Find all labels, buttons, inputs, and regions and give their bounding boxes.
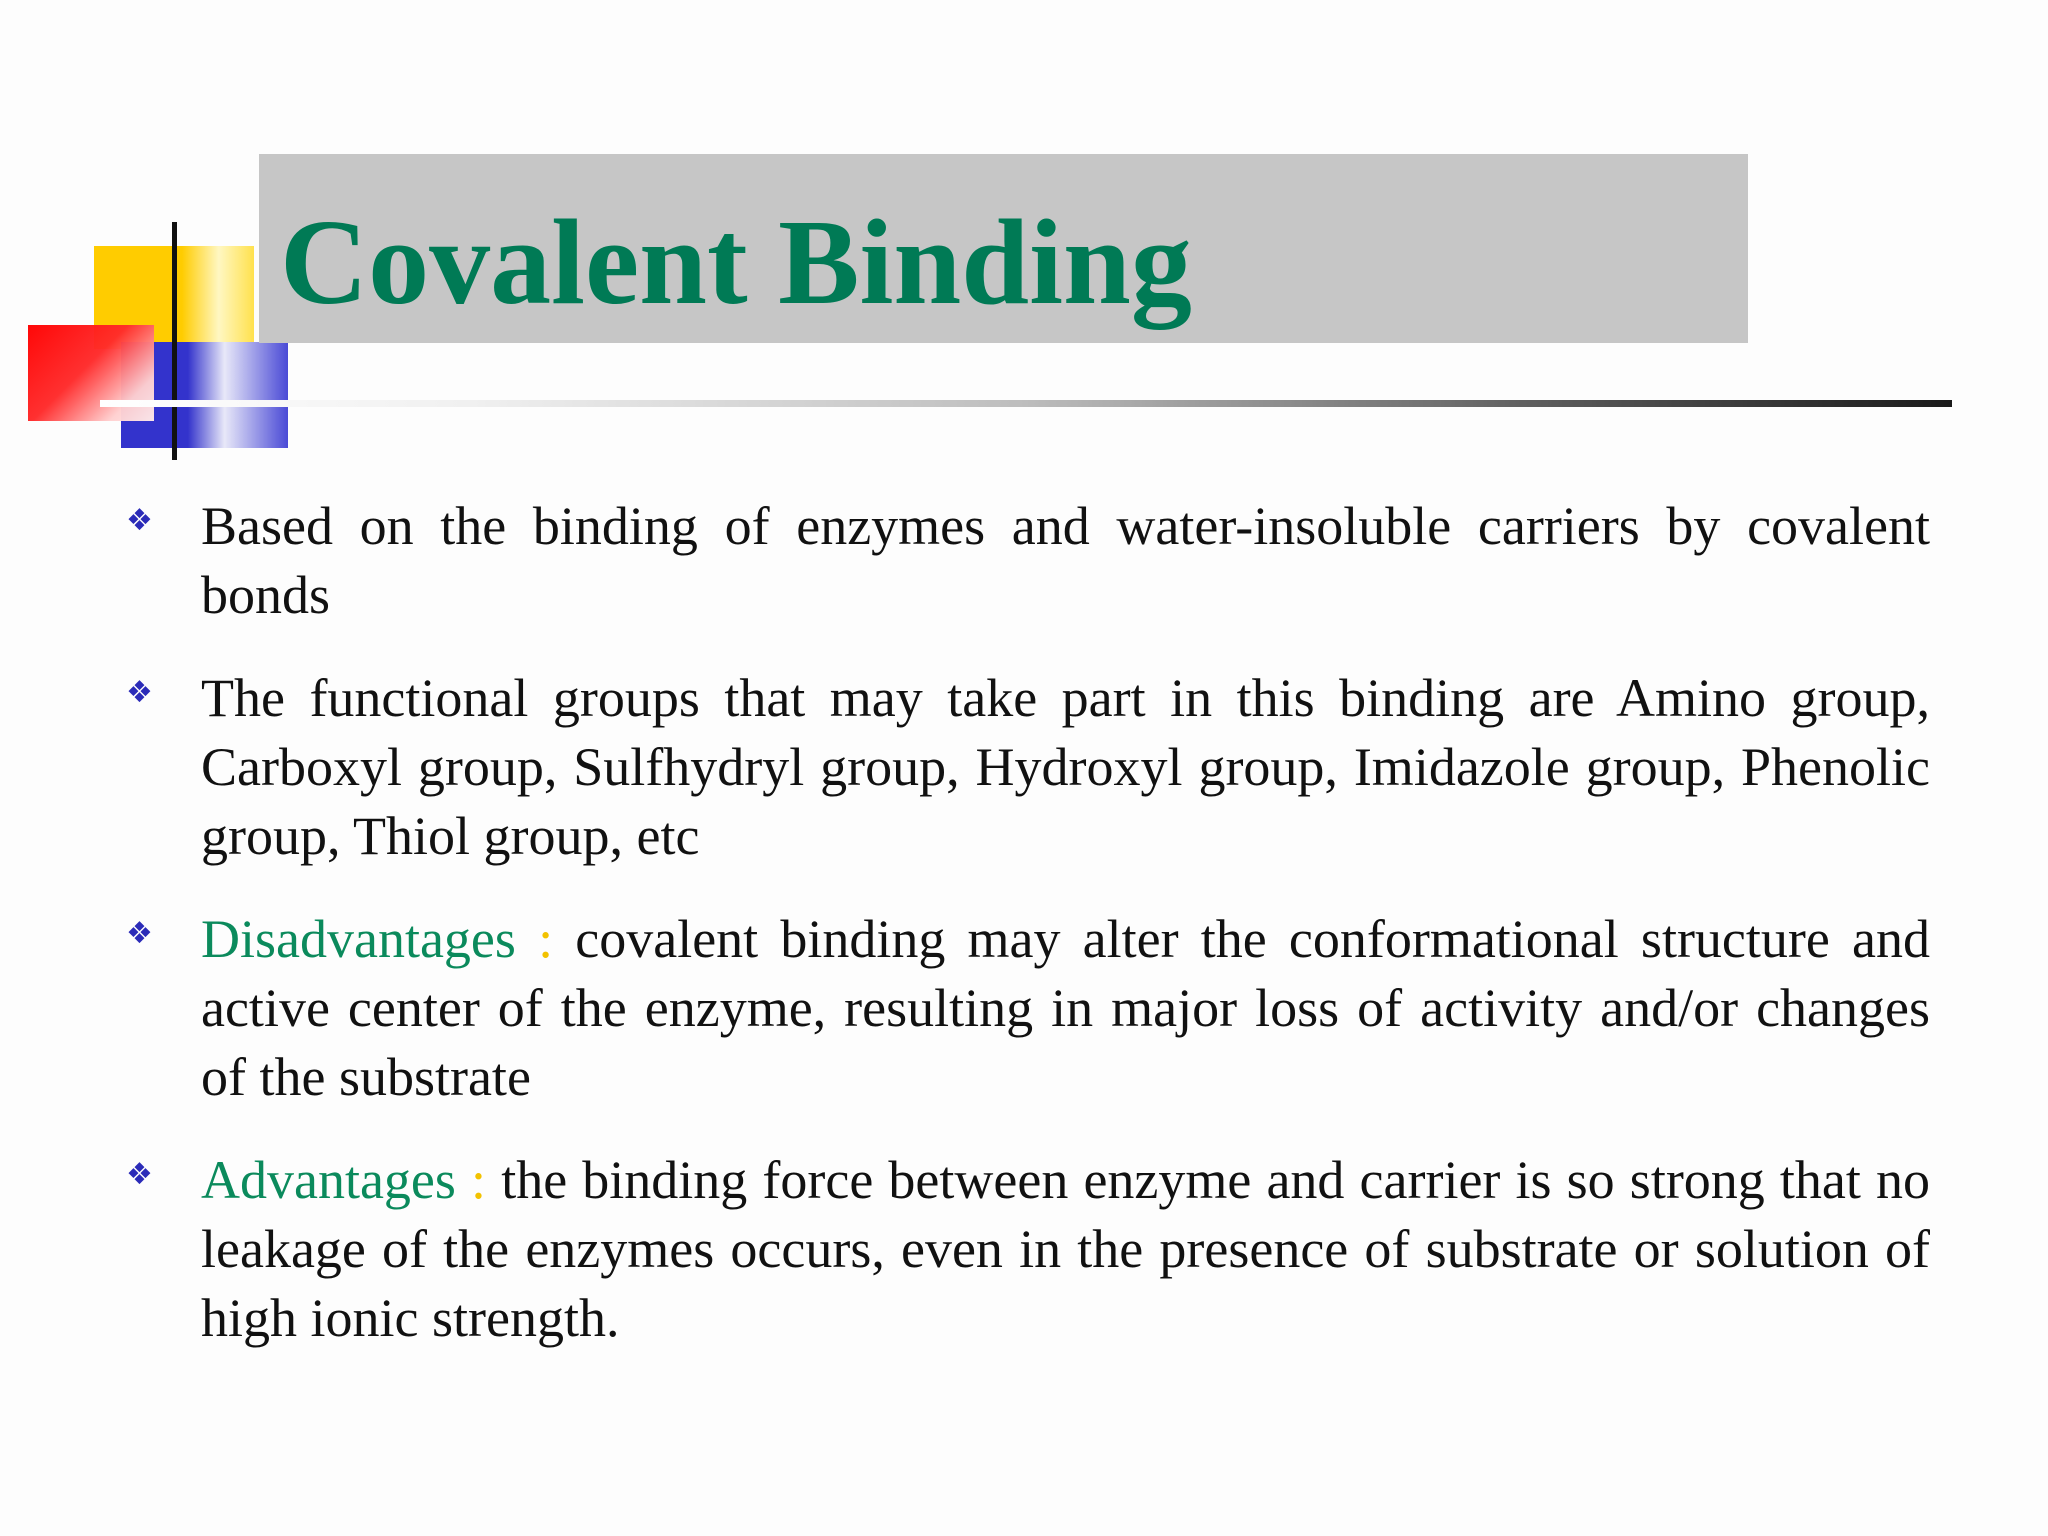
bullet-text: Advantages : the binding force between enzyme and carrier is so strong that no leakage of the enzymes occurs, even in the presence of substrate or solution of high ionic strength. xyxy=(201,1150,1931,1348)
slide-title: Covalent Binding xyxy=(280,195,1192,330)
diamond-bullet-icon: ❖ xyxy=(126,503,153,538)
label-separator: : xyxy=(538,909,554,969)
diamond-bullet-icon: ❖ xyxy=(126,675,153,710)
title-rule xyxy=(100,400,1952,407)
bullet-text: Disadvantages : covalent binding may alter the conformational structure and active center of the enzyme, resulting in major loss of activity and/or changes of the substrate xyxy=(201,909,1930,1107)
diamond-bullet-icon: ❖ xyxy=(126,1157,153,1192)
bullet-list xyxy=(120,492,1930,1387)
label-separator: : xyxy=(471,1150,487,1210)
bullet-label: Advantages xyxy=(201,1150,456,1210)
bullet-label: Disadvantages xyxy=(201,909,516,969)
bullet-text: The functional groups that may take part in this binding are Amino group, Carboxyl group, Sulfhydryl group, Hydroxyl group, Imidazole group, Phenolic group, Thiol group, etc xyxy=(201,668,1930,866)
bullet-item xyxy=(120,492,1930,630)
diamond-bullet-icon: ❖ xyxy=(126,916,153,951)
vertical-line-decoration xyxy=(172,222,177,460)
bullet-item xyxy=(120,664,1930,871)
bullet-item xyxy=(120,905,1930,1112)
bullet-item xyxy=(120,1146,1930,1353)
bullet-text: Based on the binding of enzymes and water-insoluble carriers by covalent bonds xyxy=(201,496,1930,625)
